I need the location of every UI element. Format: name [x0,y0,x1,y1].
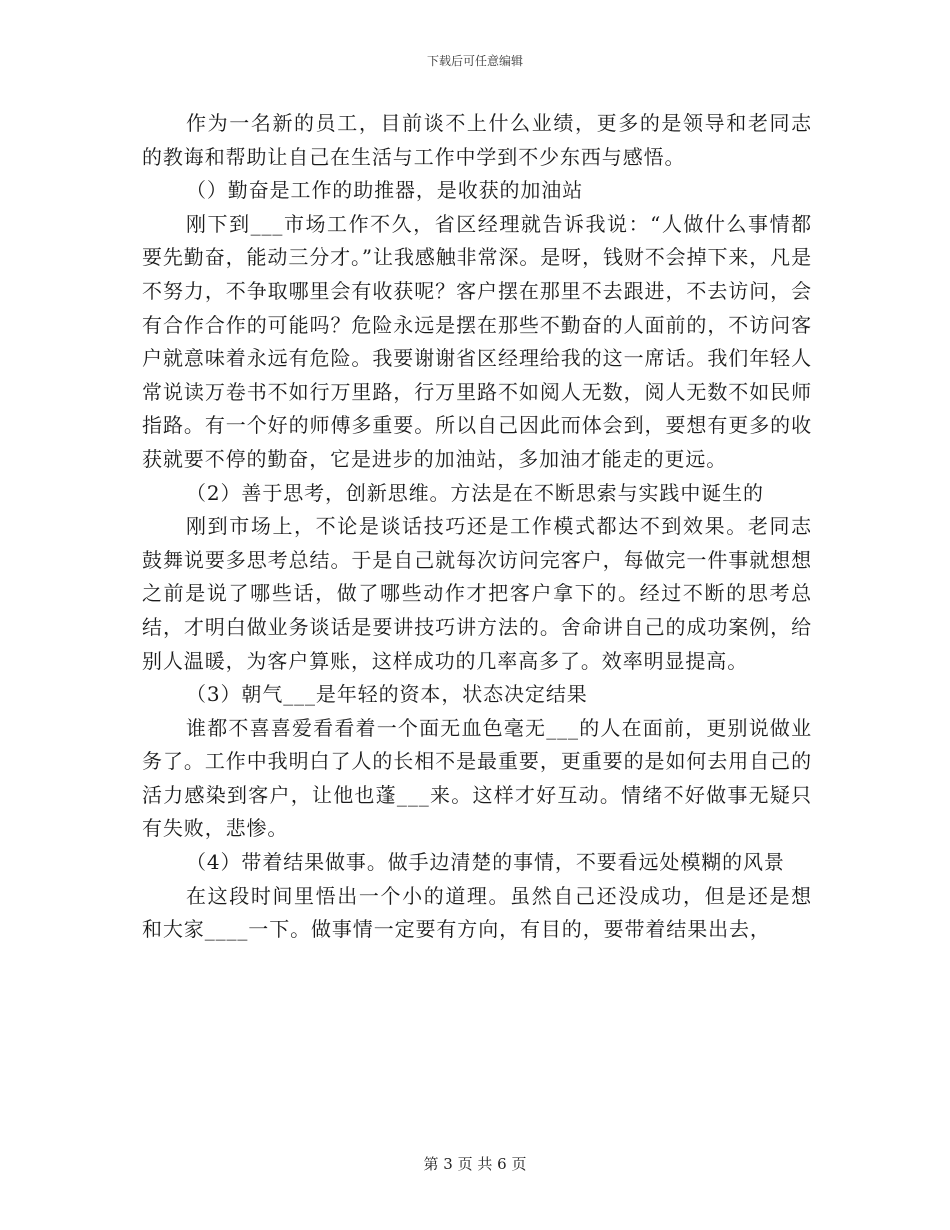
paragraph-intro: 作为一名新的员工，目前谈不上什么业绩，更多的是领导和老同志的教诲和帮助让自己在生活与工作中学到不少东西与感悟。 [142,111,812,169]
paragraph-vitality: 谁都不喜喜爱看看着一个面无血色毫无___的人在面前，更别说做业务了。工作中我明白了人的长相不是最重要，更重要的是如何去用自己的活力感染到客户，让他也蓬___来。这样才好互动。情绪不好做事无疑只有失败，悲惨。 [142,715,812,841]
paragraph-results: 在这段时间里悟出一个小的道理。虽然自己还没成功，但是还是想和大家____一下。做事情一定要有方向，有目的，要带着结果出去， [142,883,812,942]
paragraph-thinking: 刚到市场上，不论是谈话技巧还是工作模式都达不到效果。老同志鼓舞说要多思考总结。于是自己就每次访问完客户，每做完一件事就想想之前是说了哪些话，做了哪些动作才把客户拿下的。经过不断的思考总结，才明白做业务谈话是要讲技巧讲方法的。舍命讲自己的成功案例，给别人温暖，为客户算账，这样成功的几率高多了。效率明显提高。 [142,514,812,673]
section-heading-vitality: （3）朝气___是年轻的资本，状态决定结果 [186,682,588,707]
section-heading-thinking: （2）善于思考，创新思维。方法是在不断思索与实践中诞生的 [186,480,764,505]
document-body [142,107,812,947]
page-number: 第 3 页 共 6 页 [423,1155,527,1173]
paragraph-diligence: 刚下到___市场工作不久，省区经理就告诉我说：“人做什么事情都要先勤奋，能动三分才。”让我感触非常深。是呀，钱财不会掉下来，凡是不努力，不争取哪里会有收获呢？客户摆在那里不去跟进，不去访问，会有合作合作的可能吗？危险永远是摆在那些不勤奋的人面前的，不访问客户就意味着永远有危险。我要谢谢省区经理给我的这一席话。我们年轻人常说读万卷书不如行万里路，行万里路不如阅人无数，阅人无数不如民师指路。有一个好的师傅多重要。所以自己因此而体会到，要想有更多的收获就要不停的勤奋，它是进步的加油站，多加油才能走的更远。 [142,211,812,471]
section-heading-diligence: （）勤奋是工作的助推器，是收获的加油站 [186,178,584,203]
page-header-note: 下载后可任意编辑 [426,54,523,68]
section-heading-results: （4）带着结果做事。做手边清楚的事情，不要看远处模糊的风景 [186,850,785,875]
